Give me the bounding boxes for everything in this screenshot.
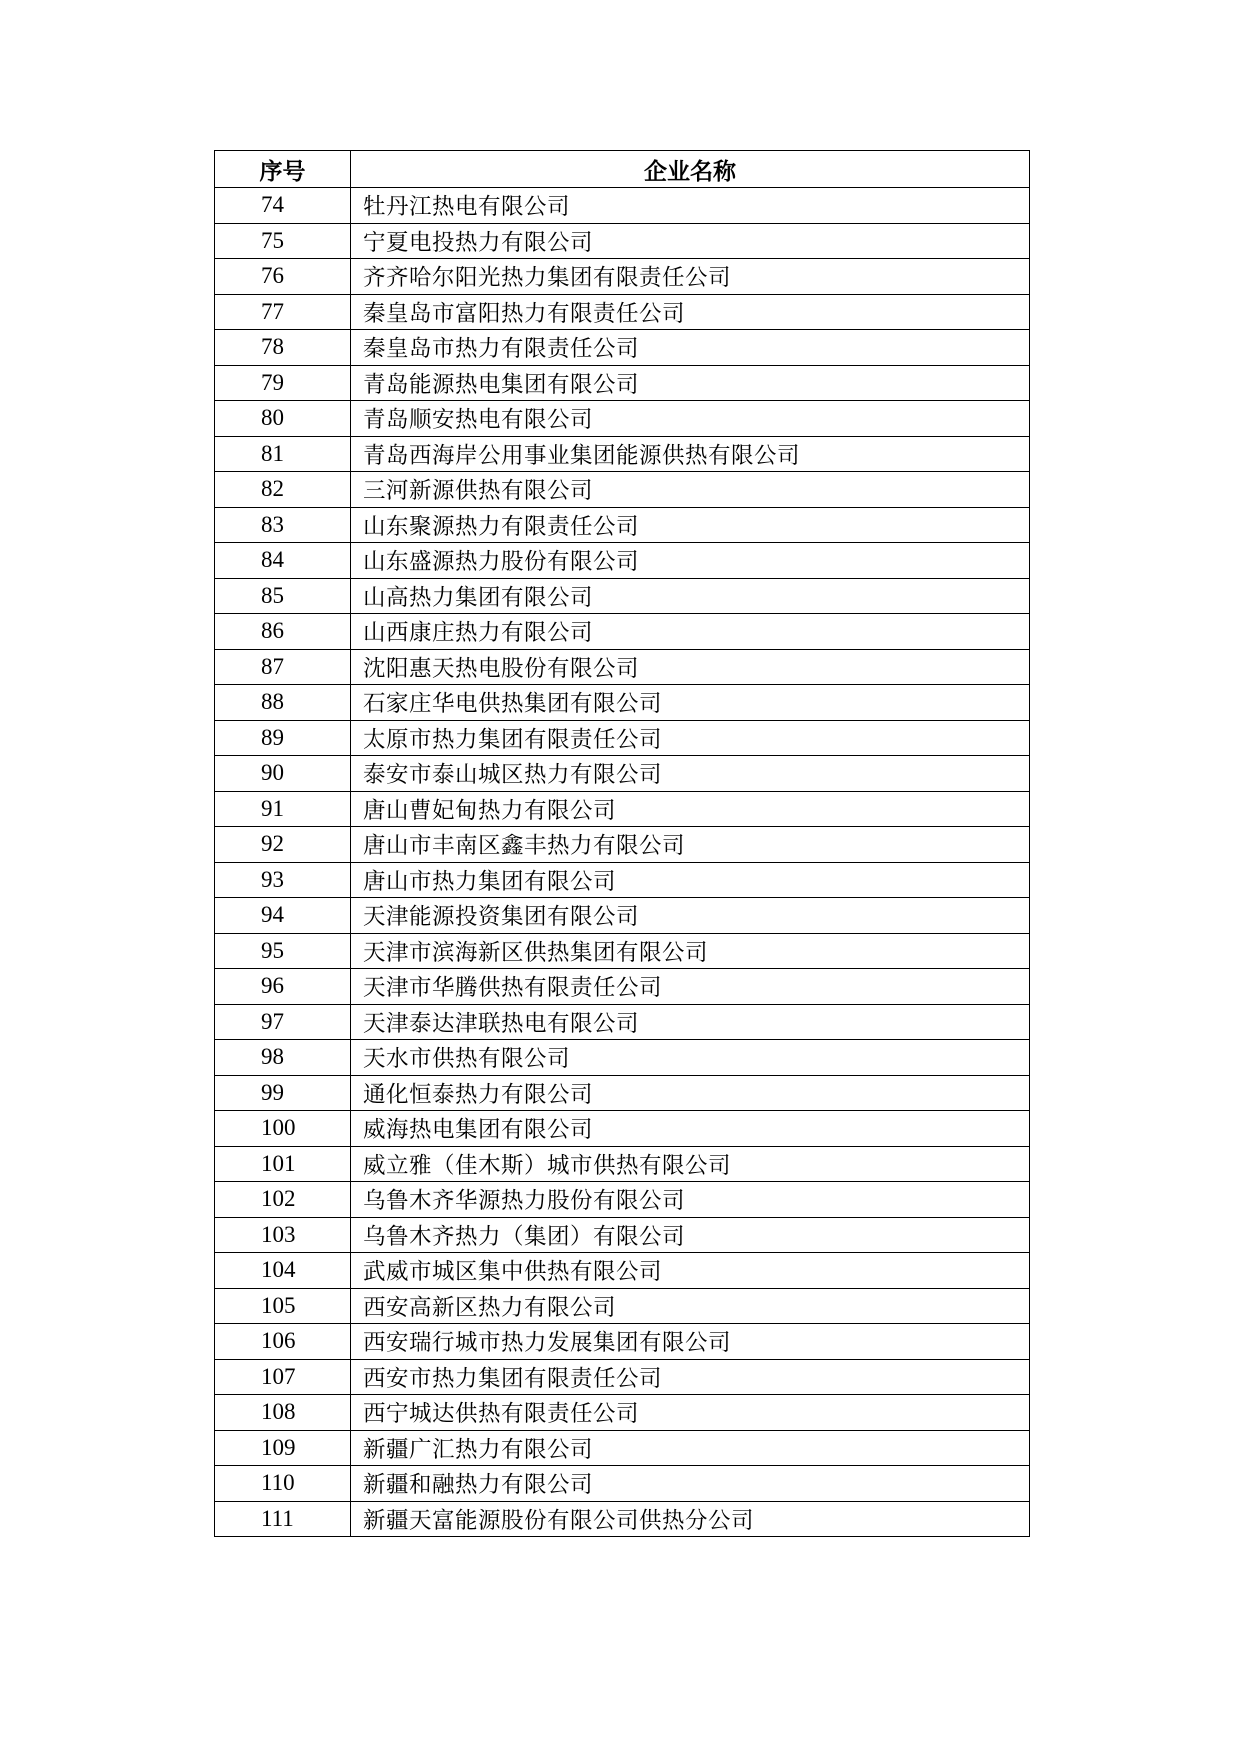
company-name-cell: 天水市供热有限公司 (351, 1040, 1030, 1076)
table-row (215, 436, 1030, 472)
table-row (215, 1395, 1030, 1431)
serial-number-cell: 74 (215, 188, 351, 224)
serial-number-cell: 83 (215, 507, 351, 543)
table-row (215, 969, 1030, 1005)
serial-number-cell: 98 (215, 1040, 351, 1076)
serial-number-cell: 107 (215, 1359, 351, 1395)
serial-number-cell: 104 (215, 1253, 351, 1289)
serial-number-cell: 80 (215, 401, 351, 437)
company-name-cell: 山东聚源热力有限责任公司 (351, 507, 1030, 543)
table-row (215, 259, 1030, 295)
serial-number-cell: 77 (215, 294, 351, 330)
company-name-cell: 武威市城区集中供热有限公司 (351, 1253, 1030, 1289)
serial-number-cell: 81 (215, 436, 351, 472)
company-name-cell: 天津能源投资集团有限公司 (351, 898, 1030, 934)
company-name-cell: 西安高新区热力有限公司 (351, 1288, 1030, 1324)
serial-number-cell: 101 (215, 1146, 351, 1182)
serial-number-cell: 96 (215, 969, 351, 1005)
company-name-cell: 牡丹江热电有限公司 (351, 188, 1030, 224)
company-name-cell: 山西康庄热力有限公司 (351, 614, 1030, 650)
company-name-cell: 齐齐哈尔阳光热力集团有限责任公司 (351, 259, 1030, 295)
company-name-cell: 西安瑞行城市热力发展集团有限公司 (351, 1324, 1030, 1360)
table-row (215, 472, 1030, 508)
table-row (215, 294, 1030, 330)
company-name-cell: 青岛西海岸公用事业集团能源供热有限公司 (351, 436, 1030, 472)
table-row (215, 330, 1030, 366)
serial-number-cell: 86 (215, 614, 351, 650)
table-row (215, 933, 1030, 969)
table-row (215, 1253, 1030, 1289)
serial-number-cell: 106 (215, 1324, 351, 1360)
company-name-cell: 天津市滨海新区供热集团有限公司 (351, 933, 1030, 969)
serial-number-cell: 97 (215, 1004, 351, 1040)
company-name-cell: 秦皇岛市富阳热力有限责任公司 (351, 294, 1030, 330)
serial-number-cell: 89 (215, 720, 351, 756)
table-row (215, 401, 1030, 437)
table-row (215, 1359, 1030, 1395)
serial-number-cell: 84 (215, 543, 351, 579)
table-row (215, 1182, 1030, 1218)
serial-number-cell: 78 (215, 330, 351, 366)
table-row (215, 365, 1030, 401)
company-name-cell: 山高热力集团有限公司 (351, 578, 1030, 614)
serial-number-cell: 110 (215, 1466, 351, 1502)
company-name-cell: 青岛能源热电集团有限公司 (351, 365, 1030, 401)
company-table (214, 150, 1030, 1537)
company-name-cell: 唐山曹妃甸热力有限公司 (351, 791, 1030, 827)
table-row (215, 1217, 1030, 1253)
serial-number-cell: 90 (215, 756, 351, 792)
company-name-cell: 石家庄华电供热集团有限公司 (351, 685, 1030, 721)
serial-number-cell: 76 (215, 259, 351, 295)
company-name-cell: 山东盛源热力股份有限公司 (351, 543, 1030, 579)
table-row (215, 614, 1030, 650)
table-row (215, 756, 1030, 792)
table-row (215, 1040, 1030, 1076)
company-name-cell: 通化恒泰热力有限公司 (351, 1075, 1030, 1111)
company-name-cell: 威海热电集团有限公司 (351, 1111, 1030, 1147)
serial-number-cell: 102 (215, 1182, 351, 1218)
table-row (215, 862, 1030, 898)
company-name-cell: 唐山市热力集团有限公司 (351, 862, 1030, 898)
serial-number-cell: 82 (215, 472, 351, 508)
table-row (215, 1324, 1030, 1360)
serial-number-cell: 108 (215, 1395, 351, 1431)
table-header-row (215, 151, 1030, 188)
company-name-cell: 三河新源供热有限公司 (351, 472, 1030, 508)
serial-number-cell: 105 (215, 1288, 351, 1324)
serial-number-cell: 92 (215, 827, 351, 863)
serial-number-cell: 88 (215, 685, 351, 721)
serial-number-cell: 99 (215, 1075, 351, 1111)
serial-number-cell: 111 (215, 1501, 351, 1537)
table-row (215, 1288, 1030, 1324)
company-name-cell: 太原市热力集团有限责任公司 (351, 720, 1030, 756)
serial-number-cell: 85 (215, 578, 351, 614)
table-row (215, 223, 1030, 259)
company-name-cell: 新疆和融热力有限公司 (351, 1466, 1030, 1502)
table-row (215, 188, 1030, 224)
company-name-cell: 青岛顺安热电有限公司 (351, 401, 1030, 437)
company-name-cell: 秦皇岛市热力有限责任公司 (351, 330, 1030, 366)
serial-number-cell: 103 (215, 1217, 351, 1253)
serial-number-cell: 94 (215, 898, 351, 934)
table-row (215, 685, 1030, 721)
company-name-cell: 西安市热力集团有限责任公司 (351, 1359, 1030, 1395)
table-row (215, 578, 1030, 614)
serial-number-cell: 109 (215, 1430, 351, 1466)
company-name-cell: 宁夏电投热力有限公司 (351, 223, 1030, 259)
table-row (215, 720, 1030, 756)
table-row (215, 1430, 1030, 1466)
serial-number-cell: 79 (215, 365, 351, 401)
serial-number-cell: 100 (215, 1111, 351, 1147)
table-row (215, 1146, 1030, 1182)
company-name-cell: 天津泰达津联热电有限公司 (351, 1004, 1030, 1040)
serial-number-cell: 93 (215, 862, 351, 898)
table-row (215, 791, 1030, 827)
table-row (215, 649, 1030, 685)
table-row (215, 898, 1030, 934)
serial-number-cell: 91 (215, 791, 351, 827)
company-name-cell: 唐山市丰南区鑫丰热力有限公司 (351, 827, 1030, 863)
serial-number-cell: 95 (215, 933, 351, 969)
table-row (215, 543, 1030, 579)
company-name-cell: 沈阳惠天热电股份有限公司 (351, 649, 1030, 685)
table-body (215, 188, 1030, 1537)
table-row (215, 1004, 1030, 1040)
header-company-name: 企业名称 (351, 151, 1030, 188)
company-name-cell: 乌鲁木齐华源热力股份有限公司 (351, 1182, 1030, 1218)
company-name-cell: 新疆天富能源股份有限公司供热分公司 (351, 1501, 1030, 1537)
serial-number-cell: 75 (215, 223, 351, 259)
company-name-cell: 乌鲁木齐热力（集团）有限公司 (351, 1217, 1030, 1253)
table-row (215, 1111, 1030, 1147)
table-row (215, 1466, 1030, 1502)
header-serial-number: 序号 (215, 151, 351, 188)
table-row (215, 827, 1030, 863)
company-name-cell: 天津市华腾供热有限责任公司 (351, 969, 1030, 1005)
table-row (215, 1075, 1030, 1111)
company-name-cell: 泰安市泰山城区热力有限公司 (351, 756, 1030, 792)
company-name-cell: 新疆广汇热力有限公司 (351, 1430, 1030, 1466)
serial-number-cell: 87 (215, 649, 351, 685)
company-name-cell: 西宁城达供热有限责任公司 (351, 1395, 1030, 1431)
table-row (215, 507, 1030, 543)
table-row (215, 1501, 1030, 1537)
company-name-cell: 威立雅（佳木斯）城市供热有限公司 (351, 1146, 1030, 1182)
